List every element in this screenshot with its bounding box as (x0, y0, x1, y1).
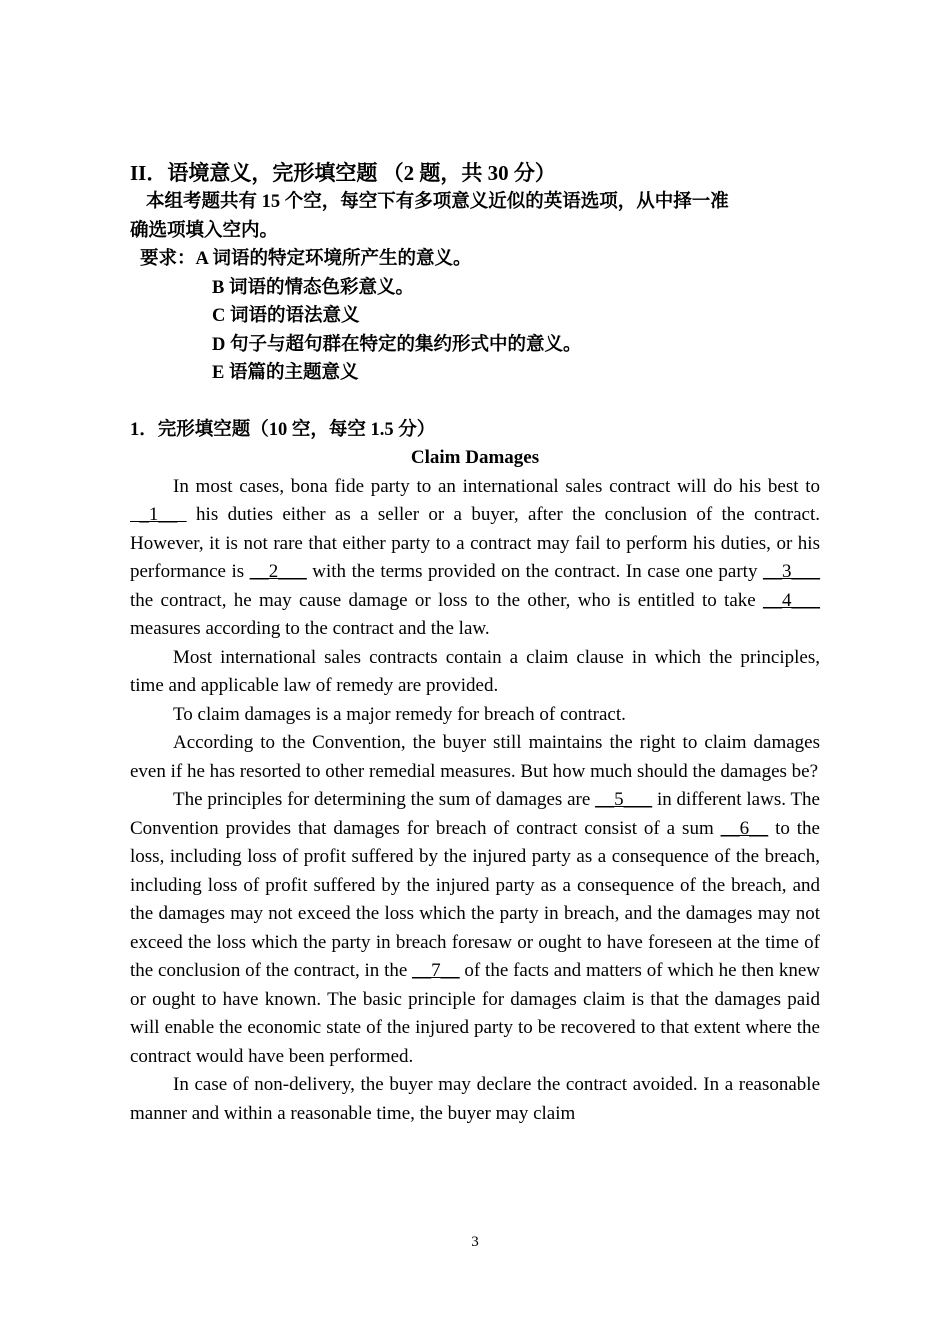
blank-4: __4___ (763, 589, 820, 611)
section-intro-line-2: 确选项填入空内。 (130, 220, 279, 241)
paragraph-text: of the facts and matters of which he then knew or ought to have known. The basic principle for damages claim is that the damages paid will enable the economic state of the injured party to be recovered to that extent where the contract would have been performed. (130, 960, 820, 1067)
paragraph-text: his duties either as a seller or a buyer, after the conclusion of the contract. However, it is not rare that either party to a contract may fail to perform his duties, or his performance is (130, 504, 820, 582)
paragraph-1 (130, 473, 820, 644)
spacer (130, 388, 820, 416)
blank-5: __5___ (595, 789, 653, 810)
passage-title: Claim Damages (410, 447, 540, 468)
paragraph-text: to the loss, including loss of profit suffered by the injured party as a consequence of the breach, including loss of profit suffered by the injured party as a consequence of the breach, and the damages may not exceed the loss which the party in breach, and the damages may not exceed the loss which the party in breach foresaw or ought to have foreseen at the time of the conclusion of the contract, in the (130, 817, 820, 981)
paragraph-3: To claim damages is a major remedy for breach of contract. (173, 703, 626, 725)
paragraph-text: with the terms provided on the contract. In case one party (306, 561, 763, 582)
paragraph-text: the contract, he may cause damage or loss to the other, who is entitled to take (130, 589, 763, 611)
document-page (130, 150, 820, 1128)
paragraph-text: in different laws. The Convention provides that damages for breach of contract consist of a sum (130, 789, 820, 839)
page-number: 3 (471, 1234, 479, 1250)
section-intro-line-1: 本组考题共有 15 个空，每空下有多项意义近似的英语选项，从中择一准 (146, 192, 729, 212)
requirement-b: B 词语的情态色彩意义。 (212, 277, 414, 298)
requirement-c: C 词语的语法意义 (212, 306, 360, 326)
paragraph-5 (130, 786, 820, 1071)
exercise-title: 1．完形填空题（10 空，每空 1.5 分） (130, 419, 436, 440)
requirement-d: D 句子与超句群在特定的集约形式中的意义。 (212, 334, 582, 355)
blank-7: __7__ (412, 960, 460, 981)
paragraph-2: Most international sales contracts contain a claim clause in which the principles, time and applicable law of remedy are provided. (130, 646, 820, 696)
paragraph-4: According to the Convention, the buyer still maintains the right to claim damages even if he has resorted to other remedial measures. But how much should the damages be? (130, 732, 820, 782)
blank-2: __2___ (249, 561, 307, 582)
paragraph-6: In case of non-delivery, the buyer may declare the contract avoided. In a reasonable manner and within a reasonable time, the buyer may claim (130, 1074, 820, 1124)
blank-1: _1__ (130, 504, 187, 525)
paragraph-text: measures according to the contract and the law. (130, 618, 490, 639)
paragraph-text: The principles for determining the sum of damages are (173, 789, 596, 810)
section-title: II．语境意义，完形填空题 （2 题，共 30 分） (130, 161, 556, 185)
paragraph-text: In most cases, bona fide party to an international sales contract will do his best to (173, 475, 820, 497)
blank-3: __3___ (763, 561, 820, 582)
requirement-e: E 语篇的主题意义 (212, 363, 359, 383)
blank-6: __6__ (720, 817, 769, 839)
requirement-a: 要求：A 词语的特定环境所产生的意义。 (140, 249, 472, 269)
